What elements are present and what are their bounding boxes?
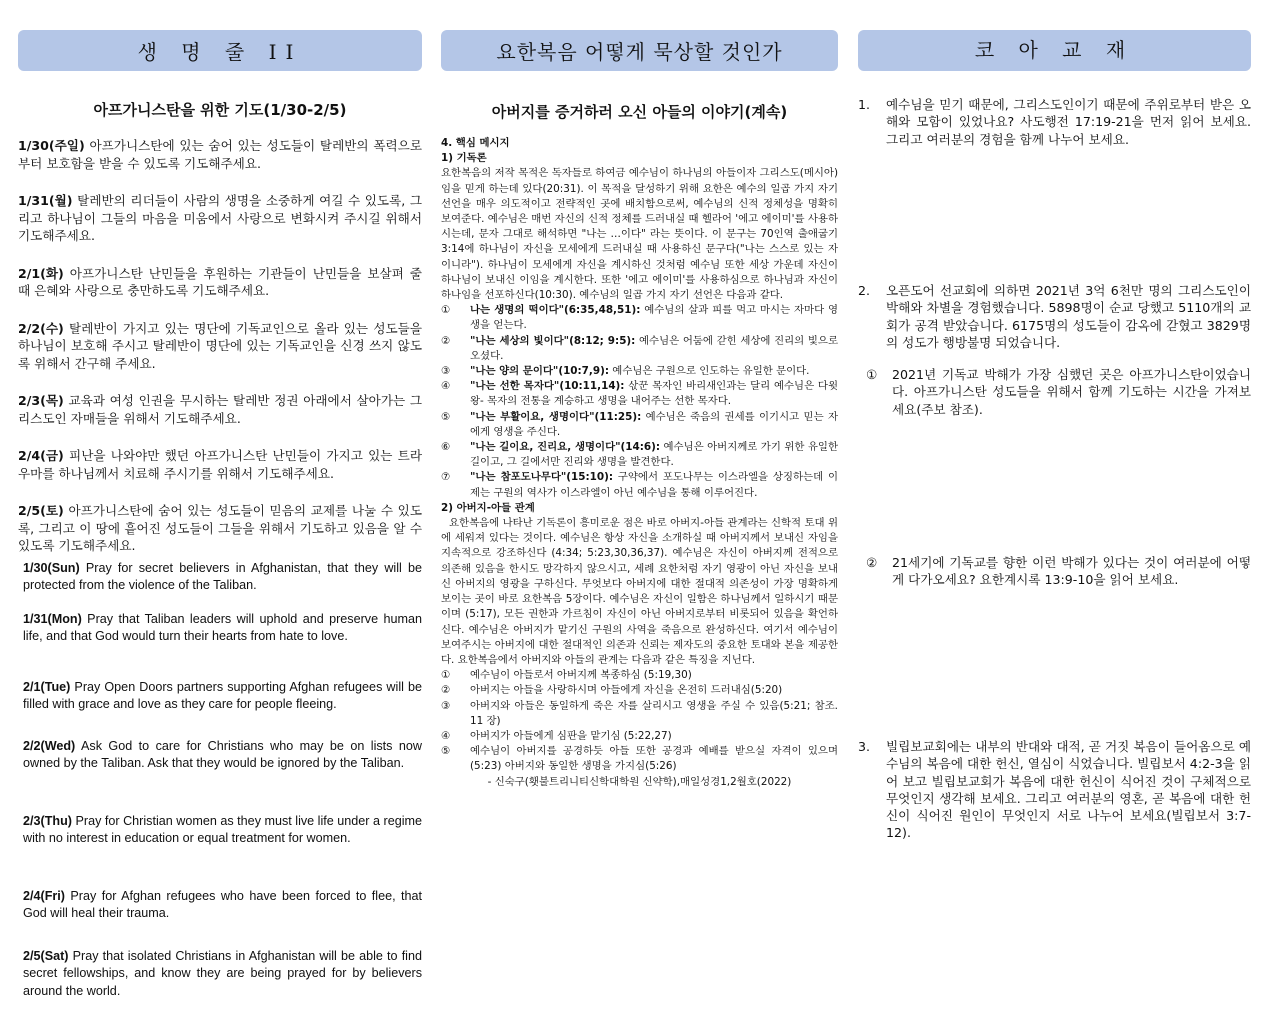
sub-number: ① (866, 367, 878, 382)
korean-prayer-item (18, 265, 422, 300)
korean-prayer-list (18, 137, 422, 575)
prayer-text: 아프가니스탄에 숨어 있는 성도들이 믿음의 교제를 나눌 수 있도록, 그리고 이 땅에 흩어진 성도들이 그들을 위해서 기도하고 있음을 알 수 있도록 기도해주세요. (18, 503, 422, 553)
korean-prayer-item (18, 192, 422, 245)
declaration-desc: 구약에서 포도나무는 이스라엘을 상징하는데 이제는 구원의 역사가 이스라엘이 아닌 예수님을 통해 이루어진다. (470, 471, 838, 499)
relation-number: ⑤ (441, 745, 451, 758)
korean-prayer-item (18, 320, 422, 373)
korean-prayer-item (18, 137, 422, 172)
declaration-text (470, 303, 838, 333)
father-son-title: 2) 아버지-아들 관계 (441, 501, 535, 514)
prayer-text: 피난을 나와야만 했던 아프가니스탄 난민들이 가지고 있는 트라우마를 하나님께서 치료해 주시기를 위해서 기도해주세요. (18, 448, 422, 481)
prayer-text: 탈레반이 가지고 있는 명단에 기독교인으로 올라 있는 성도들을 하나님이 보호해 주시고 탈레반이 명단에 있는 기독교인을 신경 쓰지 않도록 위해서 간구해 주세요. (18, 320, 422, 371)
declaration-quote: "나는 선한 목자다"(10:11,14): (470, 380, 625, 393)
declaration-desc: 예수님은 아버지께로 가기 위한 유일한 길이고, 그 길에서만 진리와 생명을 발견한다. (470, 441, 838, 469)
korean-prayer-item (18, 502, 422, 555)
relation-text: 예수님이 아버지를 공경하듯 아들 또한 공경과 예배를 받으실 자격이 있으며(5:23) 아버지와 동일한 생명을 가지심(5:26) (470, 745, 838, 773)
declaration-quote: "나는 참포도나무다"(15:10): (470, 471, 614, 484)
english-prayer-item (23, 948, 422, 1000)
father-son-body: 요한복음에 나타난 기독론이 흥미로운 점은 바로 아버지-아들 관계라는 신학적 토대 위에 세워져 있다는 것이다. 예수님은 항상 자신을 소개하실 때 아버지께서 보내신 자임을 지속적으로 강조하신다 (4:34; 5:23,30,36,37). 예수님은 자신이 아버지께 전적으로 의존해 있음을 한시도 망각하지 않으시고, 세례 요한처럼 자기 영광이 아닌 자신을 보내신 아버지의 영광을 구하신다. 무엇보다 아버지에 대한 절대적 의존성이 가장 명확하게 보이는 곳이 바로 요한복음 5장이다. 예수님은 자신이 일함은 하나님께서 일하시기 때문이며 (5:17), 모든 권한과 가르침이 자신이 아닌 아버지로부터 비롯되어 있음을 확언하신다. 예수님은 아버지가 맡기신 구원의 사역을 죽음으로 완성하신다. 여기서 예수님이 보여주시는 아버지에 대한 절대적인 의존과 신뢰는 제자도의 중요한 토대와 본을 제공한다. 요한복음에서 아버지와 아들의 관계는 다음과 같은 특징을 지닌다. (441, 517, 838, 666)
prayer-date: 1/31(Mon) (23, 612, 82, 626)
john-body (441, 136, 838, 790)
relation-number: ④ (441, 729, 451, 742)
prayer-text: Pray for secret believers in Afghanistan, that they will be protected from the violence of the Taliban. (23, 561, 422, 593)
declaration-text (470, 379, 838, 409)
declaration-number: ① (441, 304, 451, 317)
question-text: 예수님을 믿기 때문에, 그리스도인이기 때문에 주위로부터 받은 오해와 모함이 있었나요? 사도행전 17:19-21을 먼저 읽어 보세요. 그리고 여러분의 경험을 함께 나누어 보세요. (886, 97, 1251, 147)
column-core-material (858, 0, 1251, 1025)
declaration-desc: 예수님은 어둠에 갇힌 세상에 진리의 빛으로 오셨다. (470, 334, 838, 362)
prayer-text: Pray that isolated Christians in Afghanistan will be able to find secret fellowships, and know they are being prayed for by believers around the world. (23, 949, 422, 998)
christology-body: 요한복음의 저작 목적은 독자들로 하여금 예수님이 하나님의 아들이자 그리스도(메시아)임을 믿게 하는데 있다(20:31). 이 목적을 달성하기 위해 요한은 예수의 일곱 가지 자기 선언을 매우 의도적이고 전략적인 곳에 배치함으로써, 예수님의 신적 정체성을 명확히 보여준다. 예수님은 매번 자신의 신적 정체를 드러내실 때 헬라어 '에고 에이미'를 사용하시는데, 문자 그대로 해석하면 "나는 …이다" 라는 뜻이다. 이 문구는 70인역 출애굽기 3:14에 하나님이 자신을 모세에게 드러내실 때 사용하신 문구다("나는 스스로 있는 자 이니라"). 하나님이 모세에게 자신을 계시하신 것처럼 예수님 또한 세상 가운데 자신이 하나님이 보내신 이임을 계시한다. 또한 '에고 에이미'를 사용하심으로 하나님과 자신이 하나임을 선포하신다(10:30). 예수님의 일곱 가지 자기 선언은 다음과 같다. (441, 167, 838, 302)
prayer-subtitle: 아프가니스탄을 위한 기도(1/30-2/5) (93, 101, 347, 119)
attribution: - 신숙구(횃불트리니티신학대학원 신약학),매일성경1,2월호(2022) (487, 775, 792, 788)
english-prayer-item (23, 888, 422, 923)
core-header: 코 아 교 재 (858, 30, 1251, 71)
question-number: 2. (858, 283, 871, 298)
question-text: 오픈도어 선교회에 의하면 2021년 3억 6천만 명의 그리스도인이 박해와 차별을 경험했습니다. 5898명이 순교 당했고 5110개의 교회가 공격 받았습니다. 6175명의 성도들이 감옥에 갇혔고 3829명의 성도가 행방불명 되었습니다. (886, 283, 1251, 350)
question-number: 3. (858, 739, 871, 754)
relation-item (441, 699, 838, 729)
declaration-quote: "나는 세상의 빛이다"(8:12; 9:5): (470, 334, 636, 347)
declaration-item (441, 334, 838, 364)
prayer-date: 2/2(수) (18, 320, 64, 336)
prayer-date: 2/3(Thu) (23, 814, 72, 828)
declaration-number: ⑥ (441, 441, 451, 454)
declaration-item (441, 470, 838, 500)
english-prayer-item (23, 611, 422, 646)
sub-text: 21세기에 기독교를 향한 이런 박해가 있다는 것이 여러분에 어떻게 다가오세요? 요한계시록 13:9-10을 읽어 보세요. (892, 555, 1251, 588)
question-3 (858, 738, 1251, 842)
declaration-number: ③ (441, 365, 451, 378)
prayer-date: 2/5(Sat) (23, 949, 69, 963)
declaration-quote: "나는 부활이요, 생명이다"(11:25): (470, 410, 642, 423)
prayer-date: 1/30(Sun) (23, 561, 80, 575)
question-2 (858, 282, 1251, 351)
declaration-number: ② (441, 334, 451, 347)
declaration-desc: 예수님의 살과 피를 먹고 마시는 자마다 영생을 얻는다. (470, 304, 838, 332)
declaration-quote: 나는 생명의 떡이다"(6:35,48,51): (470, 304, 641, 317)
declaration-desc: 예수님은 구원으로 인도하는 유일한 문이다. (609, 365, 810, 378)
english-prayer-item (23, 679, 422, 714)
relation-text: 아버지와 아들은 동일하게 죽은 자를 살리시고 영생을 주실 수 있음(5:21; 참조. 11 장) (470, 699, 838, 727)
column-lifeline (18, 0, 422, 1025)
english-prayer-item (23, 738, 422, 773)
prayer-text: 아프가니스탄 난민들을 후원하는 기관들이 난민들을 보살펴 줄 때 은혜와 사랑으로 충만하도록 기도해주세요. (18, 265, 422, 298)
declaration-text (470, 410, 838, 440)
section-title: 4. 핵심 메시지 (441, 137, 510, 149)
korean-prayer-item (18, 392, 422, 427)
declaration-quote: "나는 길이요, 진리요, 생명이다"(14:6): (470, 441, 661, 454)
lifeline-header: 생 명 줄 II (18, 30, 422, 71)
john-subtitle: 아버지를 증거하러 오신 아들의 이야기(계속) (491, 103, 788, 121)
question-number: 1. (858, 97, 871, 112)
declaration-text (470, 364, 838, 379)
prayer-text: Pray for Afghan refugees who have been forced to flee, that God will heal their trauma. (23, 889, 422, 921)
question-1 (858, 96, 1251, 148)
declaration-number: ⑤ (441, 410, 451, 423)
question-2-sub-1 (858, 366, 1251, 418)
declaration-item (441, 410, 838, 440)
relation-list (441, 668, 838, 774)
prayer-date: 2/5(토) (18, 503, 64, 518)
declaration-desc: 예수님은 죽음의 권세를 이기시고 믿는 자에게 영생을 주신다. (470, 410, 838, 438)
relation-text: 아버지가 아들에게 심판을 맡기심 (5:22,27) (470, 729, 672, 742)
prayer-date: 2/1(Tue) (23, 680, 71, 694)
sub-number: ② (866, 555, 878, 570)
declaration-item (441, 440, 838, 470)
prayer-date: 2/2(Wed) (23, 739, 76, 753)
declaration-desc: 삯꾼 목자인 바리새인과는 달리 예수님은 다윗왕- 목자의 전통을 계승하고 생명을 내어주는 선한 목자다. (470, 380, 838, 408)
declaration-item (441, 364, 838, 379)
prayer-text: 교육과 여성 인권을 무시하는 탈레반 정권 아래에서 살아가는 그리스도인 자매들을 위해서 기도해주세요. (18, 393, 422, 426)
prayer-date: 2/4(Fri) (23, 889, 65, 903)
prayer-date: 1/30(주일) (18, 138, 85, 153)
relation-number: ① (441, 669, 451, 682)
column-john-meditation (441, 0, 838, 1025)
english-prayer-item (23, 560, 422, 595)
relation-text: 아버지는 아들을 사랑하시며 아들에게 자신을 온전히 드러내심(5:20) (470, 684, 783, 697)
prayer-date: 2/3(목) (18, 393, 64, 408)
declaration-text (470, 334, 838, 364)
prayer-date: 1/31(월) (18, 193, 73, 208)
prayer-date: 2/1(화) (18, 265, 64, 281)
declaration-number: ⑦ (441, 471, 451, 484)
declaration-text (470, 470, 838, 500)
relation-text: 예수님이 아들로서 아버지께 복종하심 (5:19,30) (470, 669, 692, 682)
english-prayer-item (23, 813, 422, 848)
prayer-text: Pray Open Doors partners supporting Afghan refugees will be filled with grace and love as they care for people fleeing. (23, 680, 422, 712)
declaration-quote: "나는 양의 문이다"(10:7,9): (470, 365, 609, 378)
relation-item (441, 744, 838, 774)
question-text: 빌립보교회에는 내부의 반대와 대적, 곧 거짓 복음이 들어옴으로 예수님의 복음에 대한 헌신, 열심이 식었습니다. 빌립보서 4:2-3을 읽어 보고 빌립보교회가 복음에 대한 헌신이 식어진 것이 구체적으로 무엇인지 생각해 보세요. 그리고 여러분의 영혼, 곧 복음에 대한 헌신이 식어진 원인이 무엇인지 서로 나누어 보세요(빌립보서 3:7-12). (886, 739, 1251, 841)
prayer-text: 탈레반의 리더들이 사람의 생명을 소중하게 여길 수 있도록, 그리고 하나님이 그들의 마음을 미움에서 사랑으로 변화시켜 주시길 위해서 기도해주세요. (18, 193, 422, 243)
christology-title: 1) 기독론 (441, 152, 487, 165)
relation-item (441, 683, 838, 698)
relation-item (441, 668, 838, 683)
declaration-number: ④ (441, 380, 451, 393)
declaration-item (441, 303, 838, 333)
relation-item (441, 729, 838, 744)
declaration-list (441, 303, 838, 501)
relation-number: ③ (441, 699, 451, 712)
question-2-sub-2 (858, 554, 1251, 589)
declaration-item (441, 379, 838, 409)
korean-prayer-item (18, 447, 422, 482)
relation-number: ② (441, 684, 451, 697)
prayer-text: 아프가니스탄에 있는 숨어 있는 성도들이 탈레반의 폭력으로부터 보호함을 받을 수 있도록 기도해주세요. (18, 138, 422, 171)
declaration-text (470, 440, 838, 470)
prayer-text: Pray that Taliban leaders will uphold and preserve human life, and that God would turn their hearts from hate to love. (23, 612, 422, 644)
sub-text: 2021년 기독교 박해가 가장 심했던 곳은 아프가니스탄이었습니다. 아프가니스탄 성도들을 위해서 함께 기도하는 시간을 가져보세요(주보 참조). (892, 367, 1251, 417)
prayer-text: Ask God to care for Christians who may be on lists now owned by the Taliban. Ask that they would be ignored by the Taliban. (23, 739, 422, 771)
prayer-date: 2/4(금) (18, 448, 64, 463)
prayer-text: Pray for Christian women as they must live life under a regime with no interest in education or equal treatment for women. (23, 814, 422, 846)
john-header: 요한복음 어떻게 묵상할 것인가 (441, 30, 838, 71)
